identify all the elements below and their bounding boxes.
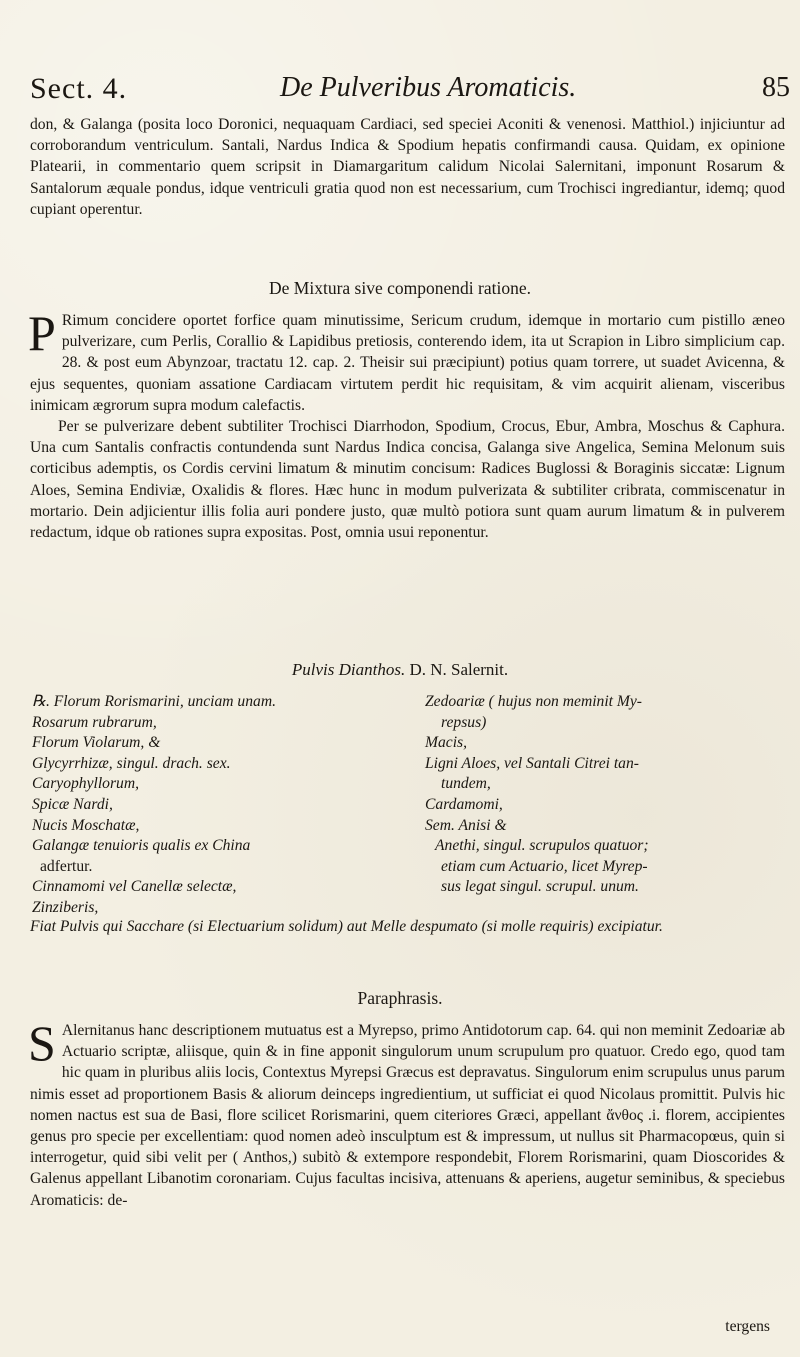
recipe-line: Sem. Anisi & — [425, 816, 507, 834]
recipe-instruction: Fiat Pulvis qui Sacchare (si Electuarium solidum) aut Melle despumato (si molle requiris) excipiatur. — [30, 918, 663, 935]
recipe-line: Ligni Aloes, vel Santali Citrei tan- — [425, 754, 639, 772]
section-heading: De Mixtura sive componendi ratione. — [269, 278, 531, 298]
catchword: tergens — [725, 1318, 770, 1335]
recipe-line: Glycyrrhizæ, singul. drach. sex. — [32, 754, 231, 772]
recipe-line: tundem, — [441, 775, 491, 793]
recipe-right-column — [425, 692, 649, 898]
mixtura-paragraph-2: Per se pulverizare debent subtiliter Trochisci Diarrhodon, Spodium, Crocus, Ebur, Ambra, Moschus & Caphura. Una cum Santalis confractis contundenda sunt Nardus Indica concisa, Galanga sive Angelica, Semina Melonum suis corticibus ademptis, os Cordis cervini limatum & minutim concisum: Radices Buglossi & Boraginis siccatæ: Lignum Aloes, Semina Endiviæ, Oxalidis & flores. Hæc hunc in modum pulverizata & subtiliter cribrata, commiscenatur in mortario. Dein adjicientur illis folia auri pondere justo, quæ multò potiora sunt quam aurum limatum & in pulverem redactum, idque ob rationes supra expositas. Post, omnia usui reponentur. — [30, 418, 785, 542]
recipe-line: Anethi, singul. scrupulos quatuor; — [435, 837, 649, 855]
section-label: Sect. 4. — [30, 72, 128, 105]
recipe-line: etiam cum Actuario, licet Myrep- — [441, 857, 648, 875]
recipe-line: Rosarum rubrarum, — [32, 713, 157, 731]
recipe-line: sus legat singul. scrupul. unum. — [441, 878, 639, 896]
opening-paragraph — [30, 114, 785, 220]
page-number: 85 — [762, 72, 790, 103]
recipe-line: adfertur. — [40, 857, 93, 875]
recipe-line: repsus) — [441, 713, 487, 731]
recipe-title — [0, 660, 800, 680]
recipe-line: Cardamomi, — [425, 795, 503, 813]
running-head — [30, 72, 790, 112]
paraphrasis-paragraph — [28, 1015, 785, 1211]
recipe-line: ℞. Florum Rorismarini, unciam unam. — [32, 693, 276, 710]
dropcap-p: P — [28, 305, 56, 361]
recipe-line: Zedoariæ ( hujus non meminit My- — [425, 693, 642, 710]
paraphrasis-heading: Paraphrasis. — [357, 988, 443, 1008]
recipe-line: Caryophyllorum, — [32, 775, 139, 793]
page-title: De Pulveribus Aromaticis. — [280, 72, 577, 103]
recipe-line: Galangæ tenuioris qualis ex China — [32, 837, 251, 855]
recipe-title-italic: Pulvis Dianthos. — [291, 660, 406, 679]
recipe-line: Florum Violarum, & — [32, 734, 161, 752]
mixtura-section — [28, 305, 785, 543]
paraphrasis-section — [28, 1015, 785, 1211]
opening-paragraph-text: don, & Galanga (posita loco Doronici, nequaquam Cardiaci, sed speciei Aconiti & venenosi. Matthiol.) injiciuntur ad corroborandum ventriculum. Santali, Nardus Indica & Spodium hepatis confirmandi causa. Quidam, ex opinione Platearii, in commentario quem scripsit in Diamargaritum calidum Nicolai Salernitani, imponunt Rosarum & Santalorum æquale pondus, idque ventriculi gratia quod non est necessarium, cum Trochisci ingrediantur, idemq; quod cupiant operentur. — [30, 116, 785, 218]
recipe-line: Cinnamomi vel Canellæ selectæ, — [32, 878, 237, 896]
mixtura-paragraph-1 — [28, 305, 785, 416]
recipe-line: Spicæ Nardi, — [32, 795, 113, 813]
mixtura-paragraph-1-text: Rimum concidere oportet forfice quam minutissime, Sericum crudum, idemque in mortario cum pistillo æneo pulverizare, cum Perlis, Corallio & Lapidibus pretiosis, conterendo idem, ita ut Scrapion in Libro simplicium cap. 28. & post eum Abynzoar, tractatu 12. cap. 2. Theisir sui præcipiunt) potius quam torrere, ut suadet Avicenna, & ejus sequentes, quoniam assatione Cardiacam virtutem perdit hic requisitam, & vim acquirit alienam, visceribus inimicam ægrorum supra modum calefactis. — [30, 312, 785, 414]
recipe-left-column — [32, 692, 276, 919]
recipe-line: Macis, — [425, 734, 468, 752]
dropcap-s: S — [28, 1015, 56, 1071]
recipe-line: Zinziberis, — [32, 898, 99, 916]
recipe-title-author: D. N. Salernit. — [409, 660, 509, 679]
paraphrasis-text: Alernitanus hanc descriptionem mutuatus est a Myrepso, primo Antidotorum cap. 64. qui non meminit Zedoariæ ab Actuario scriptæ, aliisque, quin & in fine apponit singulorum unum scrupulum pro quatuor. Credo ego, quod tam hic quam in pluribus aliis locis, Contextus Myrepsi Græcus est depravatus. Singulorum enim scrupulus unus parum nimis esset ad proportionem Basis & aliorum deinceps ingredientium, ut sufficiat ei quod Nicolaus promittit. Pulvis hic nomen nactus est sua de Basi, flore scilicet Rorismarini, quem citeriores Græci, appellant ἄνθος .i. florem, accipientes genus pro specie per excellentiam: quod nomen adeò insculptum est & impressum, ut nullus sit Pharmacopœus, quin si interrogetur, quid sibi velit per ( Anthos,) subitò & extempore respondebit, Florem Rorismarini, quam Dioscorides & Galenus appellant Libanotim coronariam. Cujus facultas incisiva, attenuans & aperiens, augetur seminibus, & speciebus Aromaticis: de- — [30, 1022, 785, 1209]
recipe-line: Nucis Moschatæ, — [32, 816, 140, 834]
